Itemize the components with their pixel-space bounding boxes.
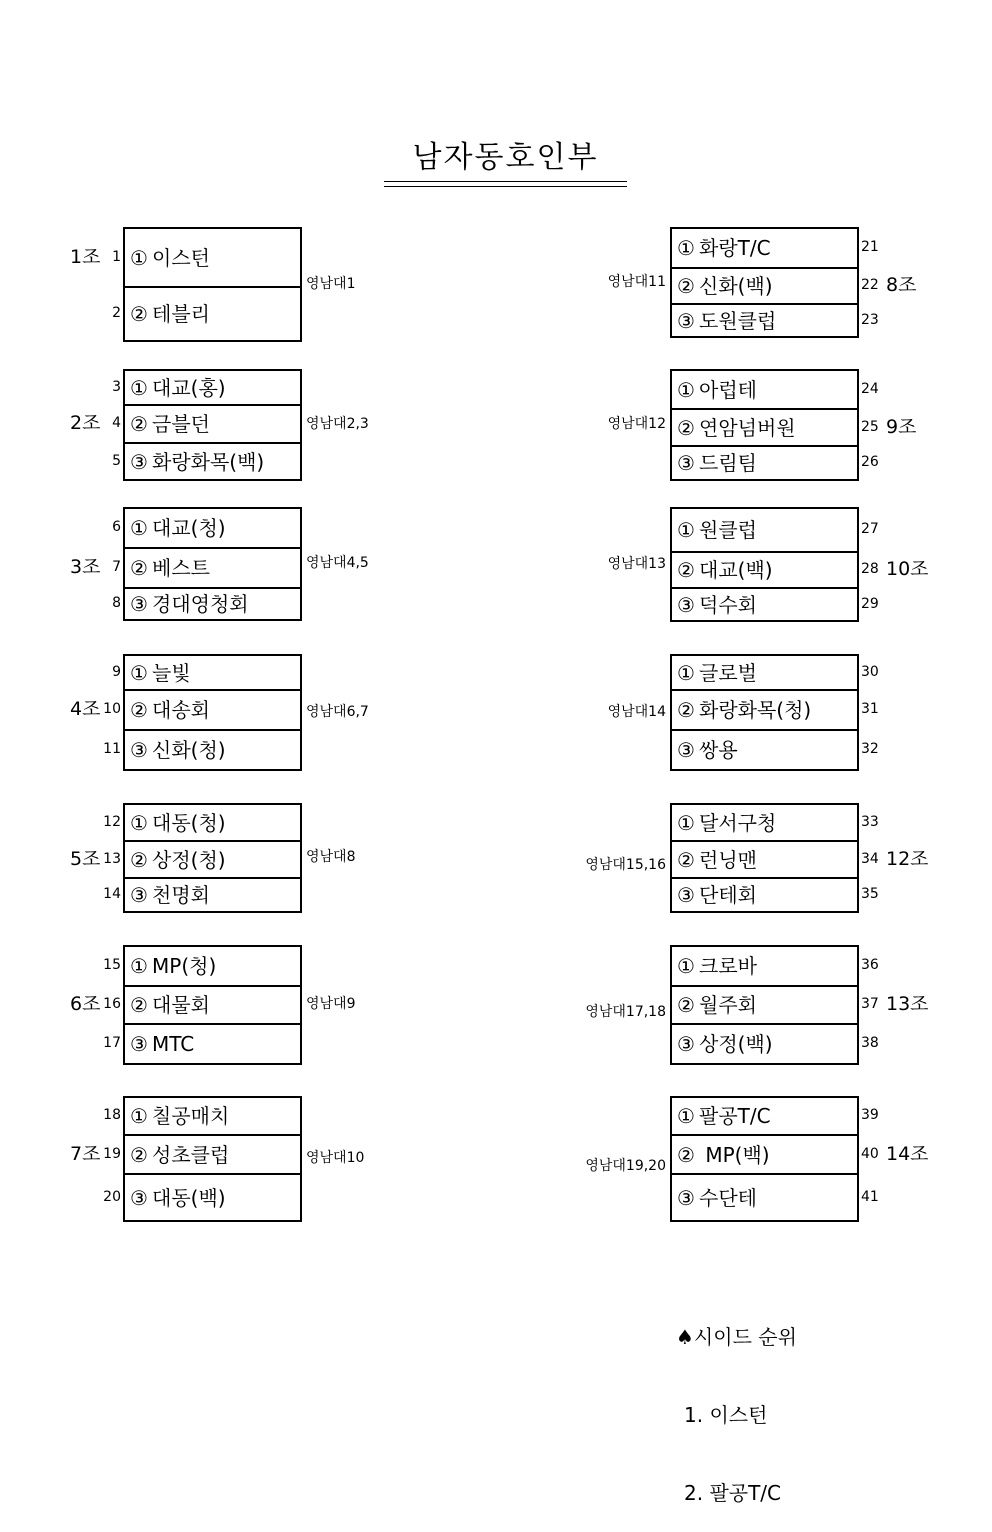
team-number: 15	[103, 957, 121, 973]
team-number: 36	[861, 957, 879, 973]
team-row	[672, 445, 857, 479]
team-cell	[130, 451, 264, 473]
seed-mark: ③	[677, 592, 695, 617]
team-cell	[677, 452, 757, 474]
seed-mark: ③	[130, 1032, 148, 1056]
team-cell	[130, 1187, 226, 1209]
seed-mark: ②	[677, 415, 695, 440]
team-cell	[677, 379, 757, 401]
seed-heading: ♠시이드 순위	[676, 1325, 797, 1349]
team-row	[672, 267, 857, 303]
team-row	[672, 840, 857, 877]
team-number: 16	[103, 996, 121, 1012]
group-label: 5조	[70, 847, 101, 870]
seed-mark: ①	[130, 375, 148, 400]
seed-mark: ①	[130, 1104, 148, 1128]
seed-mark: ②	[677, 274, 695, 298]
team-number: 27	[861, 521, 879, 537]
team-number: 28	[861, 561, 879, 577]
group-label: 7조	[70, 1142, 101, 1165]
title-underline	[384, 181, 627, 187]
team-cell	[677, 310, 776, 332]
team-cell	[130, 812, 226, 834]
team-row	[125, 547, 300, 587]
left-group-box	[123, 803, 302, 913]
seed-mark: ②	[677, 993, 695, 1017]
seed-mark: ③	[130, 1185, 148, 1210]
team-number: 22	[861, 277, 879, 293]
team-number: 18	[103, 1107, 121, 1123]
team-row	[672, 509, 857, 553]
venue-label: 영남대13	[607, 555, 666, 572]
team-name: 덕수회	[699, 592, 757, 617]
team-name: 신화(청)	[152, 738, 226, 762]
team-number: 4	[112, 415, 121, 431]
team-cell	[677, 559, 773, 581]
team-cell	[677, 594, 757, 616]
venue-label: 영남대17,18	[585, 1004, 666, 1020]
team-row	[672, 551, 857, 587]
team-cell	[677, 955, 757, 977]
seed-mark: ①	[677, 954, 695, 978]
team-cell	[130, 303, 210, 325]
venue-label: 영남대4,5	[306, 555, 369, 571]
seed-mark: ③	[677, 308, 695, 333]
team-cell	[677, 519, 757, 541]
seed-mark: ①	[130, 954, 148, 978]
team-cell	[677, 994, 757, 1016]
team-name: 대교(청)	[152, 516, 226, 540]
team-name: 드림팀	[699, 451, 757, 475]
venue-label: 영남대1	[306, 275, 356, 292]
seed-ranking	[676, 1272, 797, 1532]
right-group-box	[670, 369, 859, 481]
venue-label: 영남대10	[306, 1150, 365, 1166]
team-number: 11	[103, 741, 121, 757]
seed-mark: ②	[130, 1142, 148, 1167]
team-row	[672, 805, 857, 842]
team-name: 늘빛	[152, 660, 191, 685]
seed-mark: ③	[677, 451, 695, 475]
team-name: 달서구청	[699, 810, 777, 835]
team-row	[672, 729, 857, 769]
team-name: 화랑화목(백)	[152, 449, 265, 474]
team-name: 연암넘버원	[699, 415, 796, 440]
team-row	[125, 229, 300, 288]
venue-label: 영남대12	[607, 416, 666, 432]
left-group-box	[123, 369, 302, 481]
team-number: 30	[861, 663, 879, 680]
seed-mark: ②	[130, 993, 148, 1017]
team-number: 8	[112, 595, 121, 611]
team-row	[672, 587, 857, 620]
seed-item-2: 2. 팔공T/C	[684, 1481, 781, 1505]
team-cell	[130, 593, 249, 615]
team-name: 화랑T/C	[699, 236, 771, 260]
team-cell	[130, 699, 210, 721]
venue-label: 영남대19,20	[585, 1158, 666, 1174]
team-row	[672, 1023, 857, 1063]
team-name: 도원클럽	[699, 308, 777, 333]
left-group-box	[123, 945, 302, 1065]
team-name: 이스턴	[152, 245, 210, 270]
team-number: 39	[861, 1107, 879, 1123]
team-cell	[677, 1105, 771, 1127]
team-row	[672, 877, 857, 911]
team-row	[125, 947, 300, 987]
team-name: MP(청)	[152, 954, 217, 978]
venue-label: 영남대14	[607, 703, 666, 720]
seed-mark: ①	[130, 516, 148, 540]
seed-mark: ③	[677, 1185, 695, 1210]
venue-label: 영남대15,16	[585, 857, 666, 873]
team-number: 34	[861, 850, 879, 867]
team-row	[672, 1098, 857, 1136]
team-name: 대물회	[152, 993, 210, 1017]
team-row	[672, 985, 857, 1023]
team-number: 21	[861, 239, 879, 255]
group-label: 4조	[70, 698, 101, 720]
seed-mark: ②	[677, 558, 695, 582]
seed-mark: ①	[677, 660, 695, 685]
team-number: 1	[112, 248, 121, 265]
venue-label: 영남대8	[306, 849, 356, 865]
seed-mark: ②	[130, 412, 148, 436]
team-number: 35	[861, 886, 879, 902]
team-name: 칠공매치	[152, 1104, 230, 1128]
group-label: 2조	[70, 412, 101, 434]
group-label: 14조	[886, 1142, 929, 1165]
team-cell	[677, 237, 771, 259]
team-cell	[130, 884, 210, 906]
team-cell	[130, 955, 216, 977]
team-cell	[130, 1144, 229, 1166]
team-name: 상정(백)	[699, 1032, 773, 1056]
team-cell	[677, 739, 738, 761]
team-name: 성초클럽	[152, 1142, 230, 1167]
team-name: 크로바	[699, 954, 757, 978]
venue-label: 영남대9	[306, 996, 356, 1012]
group-label: 9조	[886, 415, 917, 438]
group-label: 3조	[70, 556, 101, 578]
left-group-box	[123, 227, 302, 342]
team-row	[125, 840, 300, 877]
team-number: 37	[861, 996, 879, 1012]
page-title: 남자동호인부	[412, 140, 599, 175]
team-number: 9	[112, 663, 121, 680]
team-row	[125, 587, 300, 619]
team-cell	[130, 247, 210, 269]
team-cell	[130, 739, 226, 761]
seed-mark: ②	[130, 847, 148, 872]
right-group-box	[670, 945, 859, 1065]
team-cell	[677, 1033, 773, 1055]
team-name: 런닝맨	[699, 847, 757, 872]
team-cell	[130, 377, 226, 399]
team-cell	[677, 884, 757, 906]
seed-mark: ③	[130, 883, 148, 907]
team-row	[672, 689, 857, 729]
team-row	[125, 1134, 300, 1173]
team-name: 대교(홍)	[152, 375, 226, 400]
team-row	[672, 947, 857, 987]
team-cell	[130, 517, 226, 539]
team-name: 수단테	[699, 1185, 757, 1210]
team-name: 아럽테	[699, 377, 757, 402]
team-cell	[130, 994, 210, 1016]
team-row	[125, 877, 300, 911]
team-row	[672, 303, 857, 336]
team-row	[125, 371, 300, 406]
team-row	[125, 729, 300, 769]
seed-mark: ①	[677, 810, 695, 835]
seed-mark: ①	[130, 810, 148, 835]
team-name: MTC	[152, 1032, 195, 1056]
team-name: 대송회	[152, 698, 210, 722]
team-row	[125, 1098, 300, 1136]
seed-mark: ③	[130, 592, 148, 616]
seed-mark: ③	[677, 738, 695, 762]
team-number: 33	[861, 813, 879, 830]
team-name: 금블던	[152, 412, 210, 436]
team-cell	[677, 417, 796, 439]
team-name: 테블리	[152, 302, 210, 326]
seed-mark: ③	[130, 738, 148, 762]
team-name: MP(백)	[699, 1142, 770, 1167]
team-row	[672, 1134, 857, 1173]
team-cell	[677, 275, 773, 297]
team-number: 6	[112, 519, 121, 535]
team-name: 신화(백)	[699, 274, 773, 298]
team-cell	[677, 1187, 757, 1209]
left-group-box	[123, 1096, 302, 1222]
right-group-box	[670, 507, 859, 622]
team-cell	[677, 812, 776, 834]
team-row	[125, 985, 300, 1023]
group-label: 10조	[886, 558, 929, 580]
team-row	[672, 408, 857, 445]
seed-mark: ①	[677, 236, 695, 260]
team-name: 글로벌	[699, 660, 757, 685]
team-number: 40	[861, 1145, 879, 1162]
team-number: 25	[861, 418, 879, 435]
team-name: 원클럽	[699, 518, 757, 542]
group-label: 6조	[70, 993, 101, 1015]
seed-item-1: 1. 이스턴	[684, 1403, 768, 1427]
right-group-box	[670, 654, 859, 771]
team-row	[125, 442, 300, 479]
team-number: 32	[861, 741, 879, 757]
team-number: 23	[861, 311, 879, 328]
seed-mark: ②	[130, 698, 148, 722]
team-number: 3	[112, 378, 121, 395]
left-group-box	[123, 654, 302, 771]
seed-mark: ①	[677, 1104, 695, 1128]
team-name: 팔공T/C	[699, 1104, 771, 1128]
team-name: 대동(청)	[152, 810, 226, 835]
team-cell	[130, 1033, 194, 1055]
team-number: 26	[861, 454, 879, 470]
team-number: 13	[103, 850, 121, 867]
right-group-box	[670, 227, 859, 338]
seed-mark: ②	[677, 1142, 695, 1167]
team-row	[125, 805, 300, 842]
team-name: 화랑화목(청)	[699, 698, 812, 722]
team-number: 19	[103, 1145, 121, 1162]
team-number: 10	[103, 701, 121, 717]
team-row	[125, 656, 300, 691]
team-name: 상정(청)	[152, 847, 226, 872]
group-label: 12조	[886, 847, 929, 870]
team-row	[672, 229, 857, 269]
team-number: 7	[112, 559, 121, 575]
group-label: 1조	[70, 245, 101, 268]
venue-label: 영남대11	[607, 273, 666, 290]
team-row	[672, 1173, 857, 1220]
right-group-box	[670, 1096, 859, 1222]
team-name: 쌍용	[699, 738, 738, 762]
team-cell	[677, 662, 757, 684]
team-name: 월주회	[699, 993, 757, 1017]
seed-mark: ①	[677, 377, 695, 402]
team-number: 17	[103, 1035, 121, 1051]
seed-mark: ③	[677, 1032, 695, 1056]
team-name: 경대영청회	[152, 592, 249, 616]
team-number: 41	[861, 1188, 879, 1205]
team-name: 단테회	[699, 883, 757, 907]
left-group-box	[123, 507, 302, 621]
team-name: 베스트	[152, 556, 210, 580]
team-row	[125, 689, 300, 729]
team-cell	[130, 557, 210, 579]
team-row	[125, 1173, 300, 1220]
team-number: 2	[112, 305, 121, 321]
team-cell	[130, 662, 191, 684]
seed-mark: ②	[130, 556, 148, 580]
seed-mark: ②	[130, 302, 148, 326]
team-row	[125, 286, 300, 340]
team-row	[125, 404, 300, 442]
team-number: 5	[112, 452, 121, 469]
team-name: 대동(백)	[152, 1185, 226, 1210]
team-row	[125, 1023, 300, 1063]
team-cell	[130, 849, 226, 871]
right-group-box	[670, 803, 859, 913]
team-cell	[677, 849, 757, 871]
team-number: 14	[103, 886, 121, 902]
seed-mark: ①	[130, 660, 148, 685]
team-number: 31	[861, 701, 879, 717]
team-cell	[130, 1105, 229, 1127]
seed-mark: ②	[677, 698, 695, 722]
team-cell	[130, 413, 210, 435]
seed-mark: ③	[677, 883, 695, 907]
venue-label: 영남대6,7	[306, 703, 369, 720]
team-number: 29	[861, 595, 879, 612]
team-number: 24	[861, 380, 879, 397]
seed-mark: ①	[130, 245, 148, 270]
team-name: 대교(백)	[699, 558, 773, 582]
seed-mark: ①	[677, 518, 695, 542]
team-number: 20	[103, 1188, 121, 1205]
team-cell	[677, 1144, 770, 1166]
team-cell	[677, 699, 811, 721]
team-number: 38	[861, 1035, 879, 1051]
seed-mark: ③	[130, 449, 148, 474]
group-label: 13조	[886, 993, 929, 1015]
venue-label: 영남대2,3	[306, 416, 369, 432]
team-number: 12	[103, 813, 121, 830]
team-row	[125, 509, 300, 549]
seed-mark: ②	[677, 847, 695, 872]
team-name: 천명회	[152, 883, 210, 907]
group-label: 8조	[886, 274, 917, 296]
team-row	[672, 656, 857, 691]
team-row	[672, 371, 857, 410]
